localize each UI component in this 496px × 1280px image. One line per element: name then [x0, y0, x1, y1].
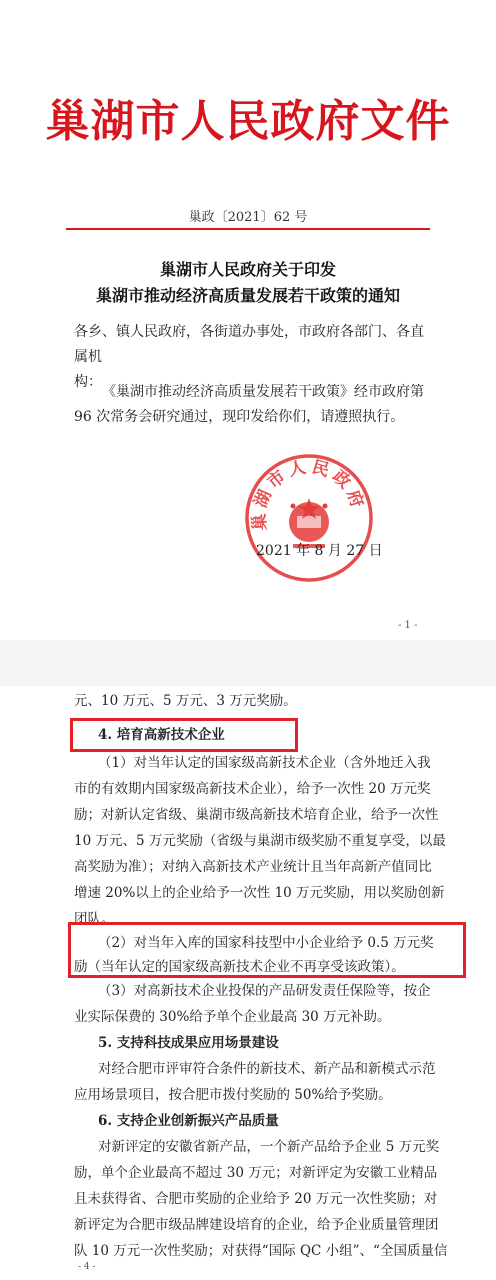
title-line-2: 巢湖市推动经济高质量发展若干政策的通知 [95, 286, 400, 305]
body-line-1: 《巢湖市推动经济高质量发展若干政策》经市政府第 96 [74, 384, 424, 425]
text-line: 增速 20%以上的企业给予一次性 10 万元奖励，用以奖励创新 [74, 885, 445, 901]
page-number: - 1 - [398, 620, 418, 631]
issue-date: 2021 年 8 月 27 日 [256, 543, 383, 559]
text-line: （1）对当年认定的国家级高新技术企业（含外地迁入我 [98, 755, 431, 771]
section-heading-5: 5. 支持科技成果应用场景建设 [98, 1035, 279, 1051]
section-heading-6: 6. 支持企业创新振兴产品质量 [98, 1113, 279, 1129]
text-line: 励；对新认定省级、巢湖市级高新技术培育企业，给予一次性 [74, 807, 439, 823]
text-line: 励（当年认定的国家级高新技术企业不再享受该政策）。 [74, 959, 405, 975]
highlight-box-paragraph [68, 922, 466, 978]
text-line: 新评定为合肥市级品牌建设培育的企业，给予企业质量管理团 [74, 1217, 439, 1233]
recipients-line-1: 各乡、镇人民政府，各街道办事处，市政府各部门、各直属机 [74, 324, 424, 365]
section-heading-4: 4. 培育高新技术企业 [98, 727, 225, 743]
official-seal-icon [243, 452, 375, 584]
text-line: 对经合肥市评审符合条件的新技术、新产品和新模式示范 [98, 1061, 436, 1077]
page-number: - 4 - [78, 1262, 96, 1272]
seal-text: 巢湖市人民政府 [249, 456, 369, 532]
text-line: 10 万元、5 万元奖励（省级与巢湖市级奖励不重复享受，以最 [74, 833, 446, 849]
text-line: 业实际保费的 30%给予单个企业最高 30 万元补助。 [74, 1009, 391, 1025]
text-line: 市的有效期内国家级高新技术企业），给予一次性 20 万元奖 [74, 781, 431, 797]
text-line: 应用场景项目，按合肥市拨付奖励的 50%给予奖励。 [74, 1087, 392, 1103]
text-line: 队 10 万元一次性奖励；对获得“国际 QC 小组”、“全国质量信 [74, 1243, 448, 1259]
text-line: 团队。 [74, 911, 115, 927]
recipients-line-2: 构： [74, 374, 102, 390]
text-line: 对新评定的安徽省新产品，一个新产品给予企业 5 万元奖 [98, 1139, 440, 1155]
text-line: 励，单个企业最高不超过 30 万元；对新评定为安徽工业精品 [74, 1165, 438, 1181]
body-line-2: 次常务会研究通过，现印发给你们，请遵照执行。 [96, 409, 405, 425]
text-line: 高奖励为准）；对纳入高新技术产业统计且当年高新产值同比 [74, 859, 432, 875]
masthead: 巢湖市人民政府文件 [45, 96, 451, 147]
title-line-1: 巢湖市人民政府关于印发 [159, 260, 336, 279]
page-gap [0, 640, 496, 686]
text-line: 且未获得省、合肥市奖励的企业给予 20 万元一次性奖励；对 [74, 1191, 438, 1207]
red-divider [66, 228, 430, 230]
text-line: （2）对当年入库的国家科技型中小企业给予 0.5 万元奖 [98, 935, 434, 951]
document-number: 巢政〔2021〕62 号 [188, 210, 308, 225]
highlight-box-heading [70, 718, 298, 752]
text-line: 元、10 万元、5 万元、3 万元奖励。 [74, 693, 297, 709]
text-line: （3）对高新技术企业投保的产品研发责任保险等，按企 [98, 983, 431, 999]
notice-body [74, 380, 426, 430]
